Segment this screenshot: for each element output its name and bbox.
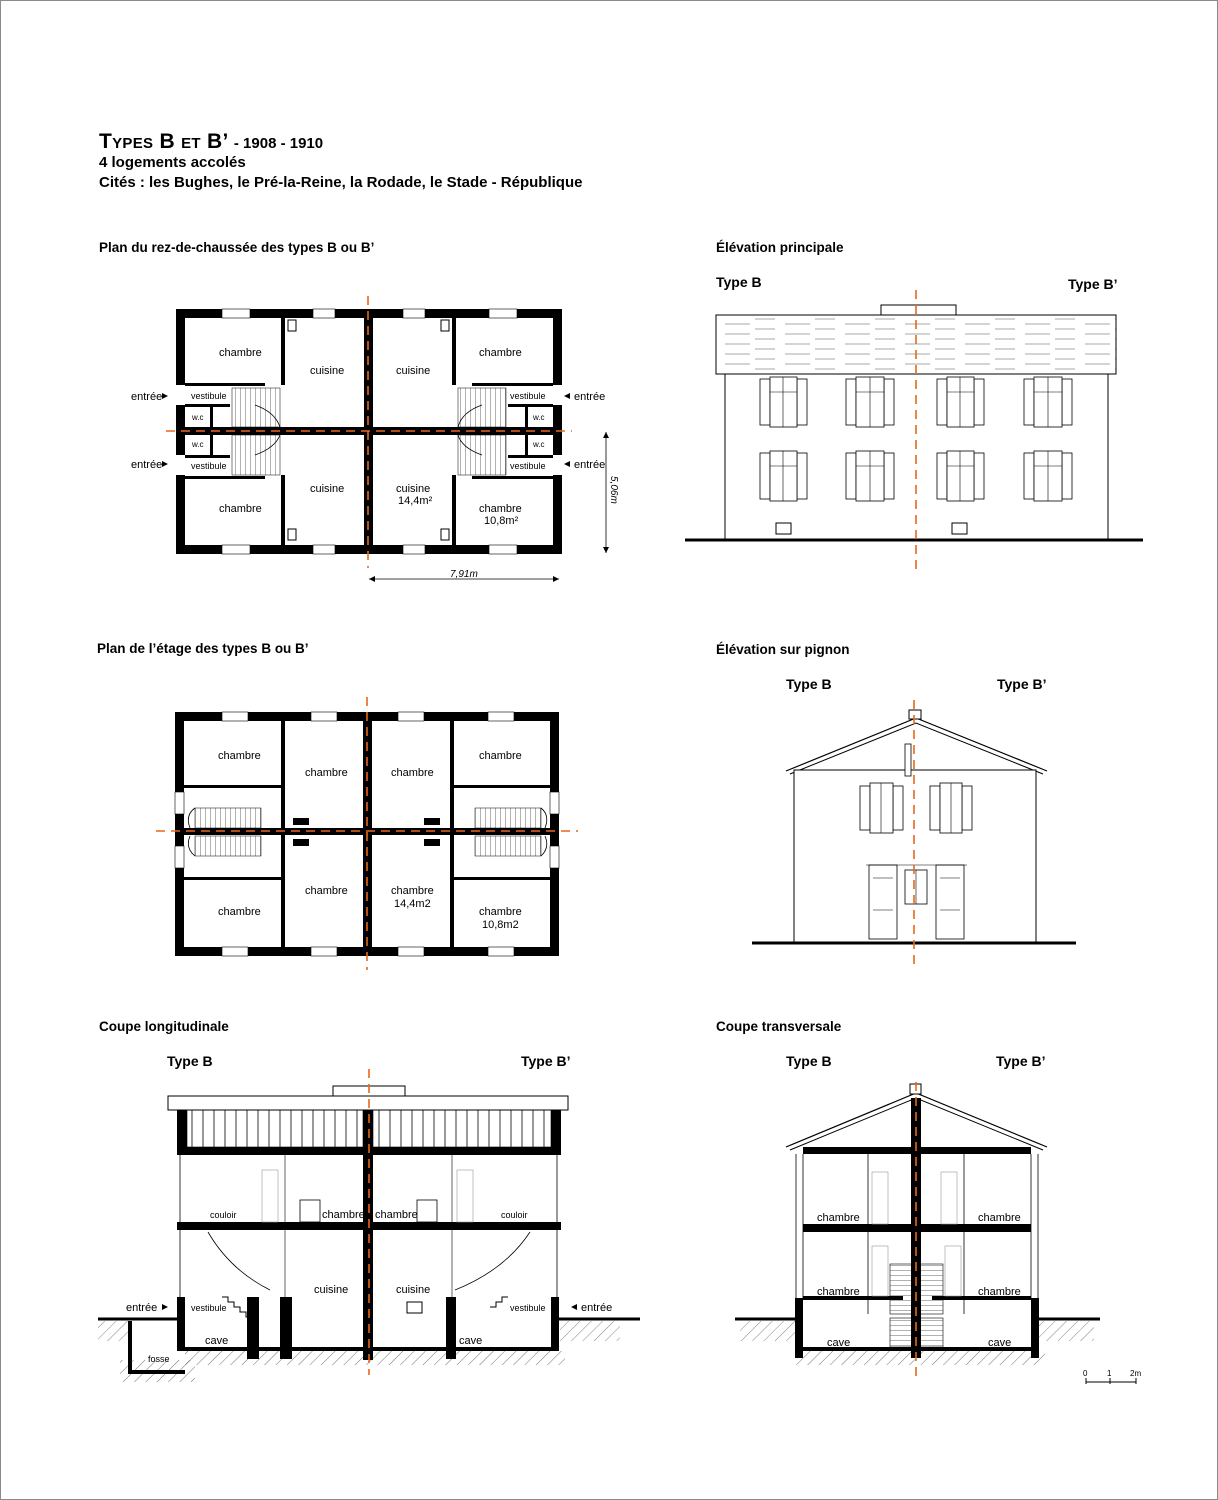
plan-rdc-entree-3: entrée: [574, 391, 606, 403]
section-title-elev-pignon: Élévation sur pignon: [716, 642, 850, 657]
plan-rdc-chambre-3: chambre: [219, 503, 262, 515]
scale-zero: 0: [1083, 1369, 1088, 1378]
plan-etage-chambre-7: chambre: [391, 885, 434, 897]
plan-etage-area-a: 14,4m2: [394, 898, 431, 910]
plan-rdc-entree-1: entrée: [131, 391, 163, 403]
coupe-trans-chambre-4: chambre: [978, 1286, 1021, 1298]
type-bp-label-coupe-trans: Type B’: [996, 1053, 1046, 1069]
plan-rdc-door-left-bottom: [176, 455, 185, 475]
plan-etage-area-b: 10,8m2: [482, 919, 519, 931]
plan-rdc-entree-2: entrée: [131, 459, 163, 471]
coupe-trans-cave-2: cave: [988, 1337, 1012, 1349]
type-bp-label-elev: Type B’: [1068, 276, 1118, 292]
coupe-long-vestibule-2: vestibule: [510, 1303, 546, 1313]
plan-rdc-chambre-1: chambre: [219, 347, 262, 359]
coupe-long-cuisine-2: cuisine: [396, 1284, 431, 1296]
coupe-trans-cave-1: cave: [827, 1337, 851, 1349]
type-bp-label-coupe-long: Type B’: [521, 1053, 571, 1069]
scale-two: 2m: [1130, 1369, 1142, 1378]
plan-rdc-vestibule-4: vestibule: [510, 461, 546, 471]
plan-rdc-cuisine-4: cuisine: [396, 483, 431, 495]
type-b-label-coupe-long: Type B: [167, 1053, 213, 1069]
title-years: - 1908 - 1910: [233, 135, 324, 152]
plan-etage-chambre-3: chambre: [391, 767, 434, 779]
plan-rdc-chambre-2: chambre: [479, 347, 522, 359]
plan-rdc-cuisine-3: cuisine: [310, 483, 345, 495]
sheet-cites: Cités : les Bughes, le Pré-la-Reine, la Rodade, le Stade - République: [99, 174, 583, 191]
elevation-pignon: [752, 700, 1076, 970]
plan-rdc-door-right-top: [553, 385, 562, 405]
elevation-principale: [685, 290, 1143, 572]
type-b-label-pignon: Type B: [786, 676, 832, 692]
type-b-label-coupe-trans: Type B: [786, 1053, 832, 1069]
coupe-long-cave-2: cave: [459, 1335, 483, 1347]
plan-etage-chambre-1: chambre: [218, 750, 261, 762]
plan-rdc-vestibule-3: vestibule: [191, 461, 227, 471]
plan-rdc-cuisine-area: 14,4m²: [398, 495, 433, 507]
coupe-longitudinale: [98, 1069, 640, 1382]
plan-etage-chambre-8: chambre: [479, 906, 522, 918]
scale-one: 1: [1107, 1369, 1112, 1378]
plan-etage-chambre-5: chambre: [218, 906, 261, 918]
plan-rdc-chambre-area: 10,8m²: [484, 515, 519, 527]
plan-rdc-door-right-bottom: [553, 455, 562, 475]
plan-rdc-dim-depth: 5,06m: [608, 476, 619, 504]
coupe-long-couloir-2: couloir: [501, 1210, 528, 1220]
coupe-long-entree-2: entrée: [581, 1302, 613, 1314]
plan-rdc-wc-1: w.c: [192, 413, 204, 422]
coupe-trans-chambre-3: chambre: [817, 1286, 860, 1298]
plan-rdc-vestibule-2: vestibule: [510, 391, 546, 401]
section-title-plan-rdc: Plan du rez-de-chaussée des types B ou B’: [99, 240, 375, 255]
plan-etage: [156, 697, 578, 970]
coupe-long-chambre-1: chambre: [322, 1209, 365, 1221]
coupe-long-cuisine-1: cuisine: [314, 1284, 349, 1296]
coupe-trans-chambre-1: chambre: [817, 1212, 860, 1224]
section-title-coupe-long: Coupe longitudinale: [99, 1019, 229, 1034]
coupe-long-vestibule-1: vestibule: [191, 1303, 227, 1313]
plan-rdc-wc-3: w.c: [192, 440, 204, 449]
coupe-transversale: [735, 1082, 1100, 1380]
type-bp-label-pignon: Type B’: [997, 676, 1047, 692]
coupe-long-couloir-1: couloir: [210, 1210, 237, 1220]
coupe-long-fosse: fosse: [148, 1354, 170, 1364]
plan-etage-chambre-2: chambre: [305, 767, 348, 779]
coupe-trans-chambre-2: chambre: [978, 1212, 1021, 1224]
coupe-long-cave-1: cave: [205, 1335, 229, 1347]
scale-bar: [1083, 1369, 1141, 1384]
plan-rdc-entree-4: entrée: [574, 459, 606, 471]
coupe-long-chambre-2: chambre: [375, 1209, 418, 1221]
plan-rdc-wc-2: w.c: [533, 413, 545, 422]
plan-rdc-wc-4: w.c: [533, 440, 545, 449]
plan-rdc: [131, 296, 619, 582]
coupe-long-entree-1: entrée: [126, 1302, 158, 1314]
plan-rdc-chambre-4: chambre: [479, 503, 522, 515]
section-title-plan-etage: Plan de l’étage des types B ou B’: [97, 641, 309, 656]
sheet-subtitle: 4 logements accolés: [99, 154, 246, 171]
plan-etage-chambre-4: chambre: [479, 750, 522, 762]
plan-etage-chambre-6: chambre: [305, 885, 348, 897]
section-title-coupe-trans: Coupe transversale: [716, 1019, 842, 1034]
plan-rdc-vestibule-1: vestibule: [191, 391, 227, 401]
plan-rdc-door-left-top: [176, 385, 185, 405]
title-type-name: Types B et B’: [99, 130, 229, 153]
plan-rdc-dim-width: 7,91m: [450, 569, 478, 580]
section-title-elev-principale: Élévation principale: [716, 240, 844, 255]
type-b-label-elev: Type B: [716, 274, 762, 290]
plan-rdc-cuisine-2: cuisine: [396, 365, 431, 377]
plan-rdc-cuisine-1: cuisine: [310, 365, 345, 377]
